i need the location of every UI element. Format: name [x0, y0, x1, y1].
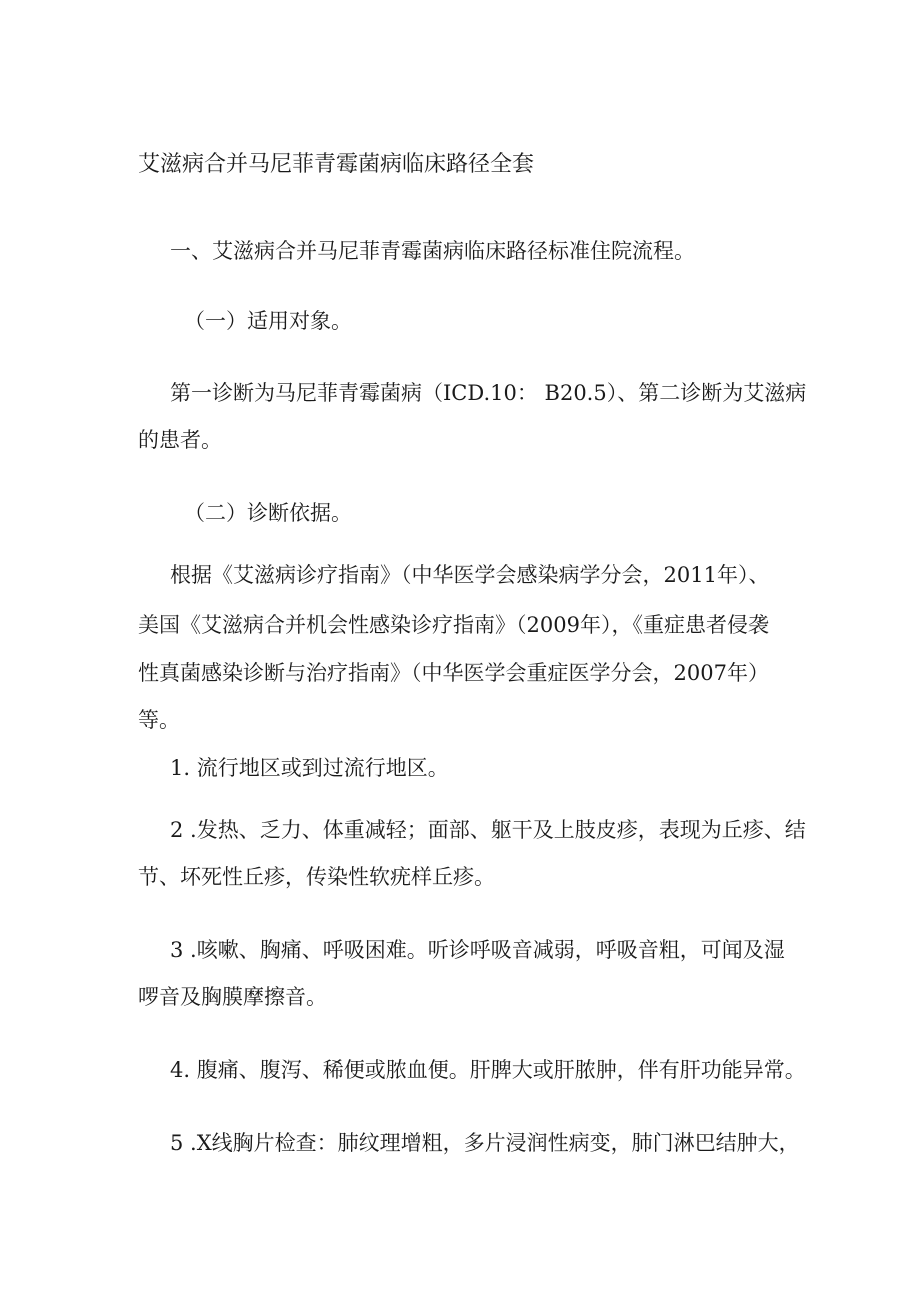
- list-item: 3 .咳嗽、胸痛、呼吸困难。听诊呼吸音减弱，呼吸音粗，可闻及湿: [170, 938, 785, 962]
- paragraph-line: 美国《艾滋病合并机会性感染诊疗指南》（2009年），《重症患者侵袭: [138, 613, 769, 637]
- list-item-continuation: 啰音及胸膜摩擦音。: [138, 985, 327, 1009]
- paragraph-line: 第一诊断为马尼菲青霉菌病（ICD.10： B20.5）、第二诊断为艾滋病: [170, 381, 807, 405]
- list-item-continuation: 节、坏死性丘疹，传染性软疣样丘疹。: [138, 865, 495, 889]
- list-item: 5 .X线胸片检查：肺纹理增粗，多片浸润性病变，肺门淋巴结肿大，: [170, 1131, 800, 1155]
- document-title: 艾滋病合并马尼菲青霉菌病临床路径全套: [138, 152, 535, 177]
- list-item: 2 .发热、乏力、体重减轻；面部、躯干及上肢皮疹，表现为丘疹、结: [170, 818, 806, 842]
- paragraph-line: 性真菌感染诊断与治疗指南》（中华医学会重症医学分会，2007年）: [138, 661, 769, 685]
- subsection-heading-diagnostic-basis: （二）诊断依据。: [184, 501, 352, 525]
- subsection-heading-applicable-subjects: （一）适用对象。: [184, 309, 352, 333]
- list-item: 4. 腹痛、腹泻、稀便或脓血便。肝脾大或肝脓肿，伴有肝功能异常。: [170, 1058, 806, 1082]
- list-item: 1. 流行地区或到过流行地区。: [170, 756, 449, 780]
- paragraph-line: 等。: [138, 708, 180, 732]
- paragraph-line: 的患者。: [138, 428, 222, 452]
- section-heading: 一、艾滋病合并马尼菲青霉菌病临床路径标准住院流程。: [170, 239, 695, 263]
- paragraph-line: 根据《艾滋病诊疗指南》（中华医学会感染病学分会，2011年）、: [170, 563, 770, 587]
